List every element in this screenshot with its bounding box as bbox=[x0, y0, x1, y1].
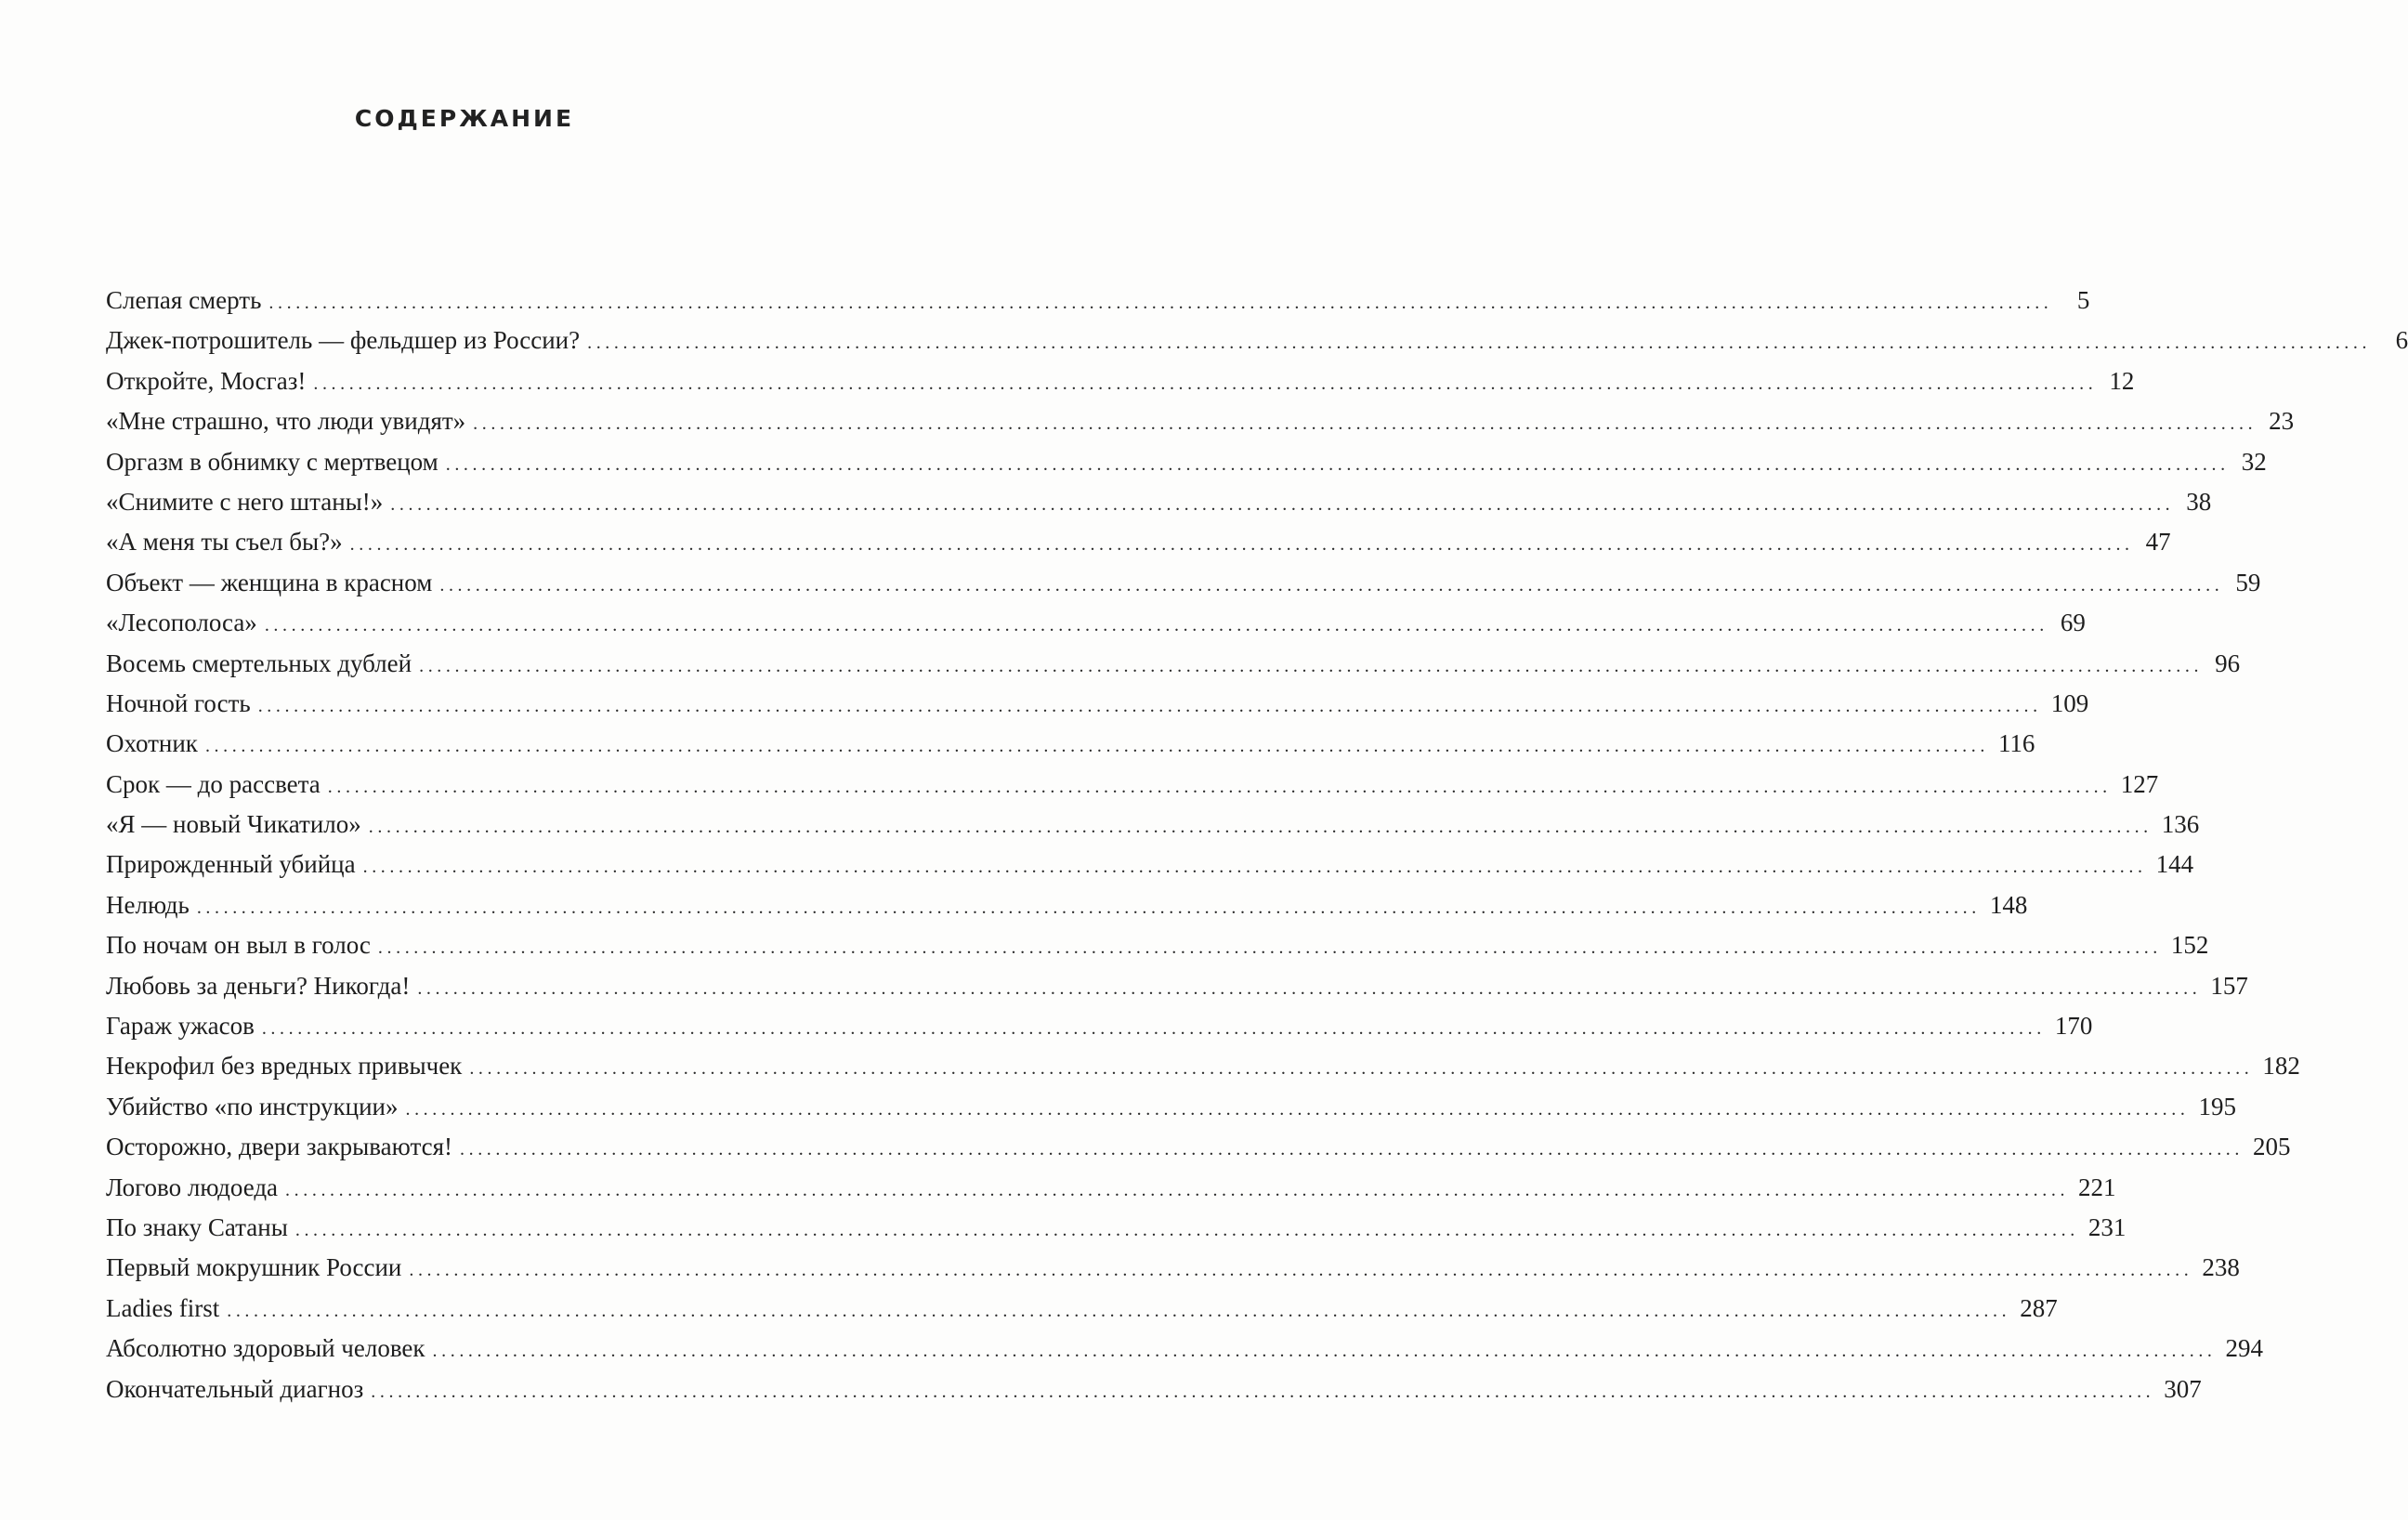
toc-entry-page: 38 bbox=[2186, 487, 2212, 516]
toc-entry bbox=[106, 1212, 2127, 1253]
toc-entry-title: Окончательный диагноз bbox=[106, 1374, 364, 1403]
toc-entry bbox=[106, 688, 2089, 729]
toc-entry bbox=[106, 528, 2171, 568]
dot-leader: ........................................................................................................................................................................................................ bbox=[371, 1381, 2155, 1402]
toc-entry-page: 231 bbox=[2087, 1212, 2127, 1241]
dot-leader: ........................................................................................................................................................................................................ bbox=[313, 373, 2098, 394]
toc-entry-page: 148 bbox=[1989, 890, 2028, 919]
toc-entry-title: Гараж ужасов bbox=[106, 1012, 255, 1041]
toc-entry-title: Прирожденный убийца bbox=[106, 850, 356, 879]
dot-leader: ........................................................................................................................................................................................................ bbox=[473, 413, 2258, 435]
dot-leader: ........................................................................................................................................................................................................ bbox=[469, 1058, 2254, 1080]
toc-entry-page: 116 bbox=[1997, 729, 2035, 758]
toc-entry-title: Ночной гость bbox=[106, 688, 251, 717]
toc-entry bbox=[106, 649, 2241, 689]
dot-leader: ........................................................................................................................................................................................................ bbox=[204, 736, 1989, 757]
toc-entry-page: 152 bbox=[2170, 931, 2209, 960]
toc-entry-title: Срок — до рассвета bbox=[106, 769, 321, 798]
toc-entry bbox=[106, 890, 2028, 931]
toc-entry bbox=[106, 1253, 2240, 1293]
toc-entry-page: 238 bbox=[2202, 1253, 2240, 1282]
toc-entry-page: 96 bbox=[2215, 649, 2241, 677]
toc-entry-title: Откройте, Мосгаз! bbox=[106, 366, 307, 395]
dot-leader: ........................................................................................................................................................................................................ bbox=[362, 857, 2147, 878]
toc-entry-page: 294 bbox=[2225, 1334, 2264, 1363]
toc-entry-title: Оргазм в обнимку с мертвецом bbox=[106, 447, 438, 476]
toc-entry bbox=[106, 1173, 2116, 1213]
toc-entry bbox=[106, 1052, 2300, 1092]
toc-entry-page: 23 bbox=[2269, 407, 2295, 436]
toc-entry-title: Слепая смерть bbox=[106, 286, 262, 314]
toc-entry bbox=[106, 286, 2090, 326]
toc-entry-title: Логово людоеда bbox=[106, 1173, 279, 1201]
dot-leader: ........................................................................................................................................................................................................ bbox=[419, 655, 2204, 676]
toc-entry-title: Охотник bbox=[106, 729, 198, 758]
toc-entry-page: 59 bbox=[2235, 568, 2261, 596]
toc-entry-page: 109 bbox=[2050, 688, 2089, 717]
toc-entry bbox=[106, 769, 2159, 810]
toc-entry-title: Нелюдь bbox=[106, 890, 190, 919]
toc-entry bbox=[106, 931, 2209, 971]
toc-entry-title: Объект — женщина в красном bbox=[106, 568, 433, 596]
dot-leader: ........................................................................................................................................................................................................ bbox=[460, 1139, 2244, 1160]
toc-entry-title: «Лесополоса» bbox=[106, 609, 257, 637]
dot-leader: ........................................................................................................................................................................................................ bbox=[405, 1098, 2190, 1120]
toc-entry-title: По знаку Сатаны bbox=[106, 1212, 288, 1241]
dot-leader: ........................................................................................................................................................................................................ bbox=[349, 534, 2134, 556]
toc-entry-page: 144 bbox=[2155, 850, 2194, 879]
toc-entry-page: 127 bbox=[2120, 769, 2159, 798]
toc-entry-title: Восемь смертельных дублей bbox=[106, 649, 412, 677]
dot-leader: ........................................................................................................................................................................................................ bbox=[227, 1300, 2011, 1321]
toc-entry-page: 195 bbox=[2198, 1092, 2236, 1120]
toc-entry bbox=[106, 1334, 2264, 1374]
toc-entry-page: 221 bbox=[2078, 1173, 2116, 1201]
toc-entry-page: 170 bbox=[2054, 1012, 2093, 1041]
dot-leader: ........................................................................................................................................................................................................ bbox=[261, 1018, 2046, 1040]
dot-leader: ........................................................................................................................................................................................................ bbox=[445, 453, 2230, 475]
dot-leader: ........................................................................................................................................................................................................ bbox=[257, 695, 2042, 716]
toc-entry-page: 69 bbox=[2060, 609, 2086, 637]
toc-entry bbox=[106, 487, 2212, 528]
toc-entry bbox=[106, 609, 2086, 649]
toc-entry-page: 287 bbox=[2020, 1293, 2058, 1322]
toc-entry-page: 32 bbox=[2241, 447, 2267, 476]
page-title: СОДЕРЖАНИЕ bbox=[354, 105, 575, 132]
toc-entry-title: Любовь за деньги? Никогда! bbox=[106, 971, 411, 1000]
toc-entry bbox=[106, 1374, 2202, 1415]
toc-entry-title: Ladies first bbox=[106, 1293, 220, 1322]
toc-entry-page: 12 bbox=[2109, 366, 2135, 395]
dot-leader: ........................................................................................................................................................................................................ bbox=[196, 897, 1981, 918]
toc-entry-title: Некрофил без вредных привычек bbox=[106, 1052, 463, 1081]
toc-entry-title: Осторожно, двери закрываются! bbox=[106, 1133, 452, 1161]
dot-leader: ........................................................................................................................................................................................................ bbox=[377, 937, 2162, 959]
toc-entry bbox=[106, 447, 2267, 488]
toc-entry bbox=[106, 326, 2408, 366]
toc-entry bbox=[106, 1133, 2291, 1173]
toc-entry-title: «Снимите с него штаны!» bbox=[106, 487, 384, 516]
toc-entry bbox=[106, 366, 2135, 407]
toc-entry-page: 205 bbox=[2253, 1133, 2291, 1161]
toc-entry bbox=[106, 1092, 2236, 1133]
dot-leader: ........................................................................................................................................................................................................ bbox=[390, 493, 2175, 515]
toc-entry bbox=[106, 1293, 2058, 1334]
toc-entry-title: «Мне страшно, что люди увидят» bbox=[106, 407, 466, 436]
dot-leader: ........................................................................................................................................................................................................ bbox=[587, 333, 2372, 354]
toc-entry-title: Абсолютно здоровый человек bbox=[106, 1334, 425, 1363]
toc-entry-page: 307 bbox=[2164, 1374, 2202, 1403]
toc-entry bbox=[106, 971, 2248, 1012]
toc-entry-page: 47 bbox=[2145, 528, 2171, 557]
toc-entry bbox=[106, 568, 2261, 609]
dot-leader: ........................................................................................................................................................................................................ bbox=[417, 977, 2202, 999]
toc-entry-title: «Я — новый Чикатило» bbox=[106, 810, 361, 839]
dot-leader: ........................................................................................................................................................................................................ bbox=[432, 1341, 2217, 1362]
toc-entry-page: 157 bbox=[2210, 971, 2248, 1000]
toc-entry-title: По ночам он выл в голос bbox=[106, 931, 371, 960]
toc-entry bbox=[106, 850, 2194, 890]
dot-leader: ........................................................................................................................................................................................................ bbox=[368, 817, 2153, 838]
dot-leader: ........................................................................................................................................................................................................ bbox=[294, 1219, 2079, 1240]
toc-entry-title: Убийство «по инструкции» bbox=[106, 1092, 399, 1120]
toc-entry-page: 182 bbox=[2262, 1052, 2300, 1081]
toc-entry-page: 5 bbox=[2076, 286, 2090, 314]
dot-leader: ........................................................................................................................................................................................................ bbox=[264, 615, 2048, 636]
toc-entry-page: 136 bbox=[2161, 810, 2200, 839]
toc-entry bbox=[106, 810, 2200, 850]
dot-leader: ........................................................................................................................................................................................................ bbox=[439, 574, 2224, 596]
toc-entry bbox=[106, 729, 2035, 769]
dot-leader: ........................................................................................................................................................................................................ bbox=[268, 293, 2053, 313]
toc-entry-title: Первый мокрушник России bbox=[106, 1253, 402, 1282]
toc-entry-page: 6 bbox=[2395, 326, 2408, 355]
toc-entry bbox=[106, 407, 2295, 447]
table-of-contents bbox=[106, 286, 2408, 1415]
dot-leader: ........................................................................................................................................................................................................ bbox=[409, 1260, 2193, 1281]
toc-entry-title: «А меня ты съел бы?» bbox=[106, 528, 343, 557]
dot-leader: ........................................................................................................................................................................................................ bbox=[285, 1179, 2070, 1200]
dot-leader: ........................................................................................................................................................................................................ bbox=[327, 776, 2112, 797]
toc-entry-title: Джек-потрошитель — фельдшер из России? bbox=[106, 326, 581, 355]
toc-entry bbox=[106, 1012, 2093, 1052]
